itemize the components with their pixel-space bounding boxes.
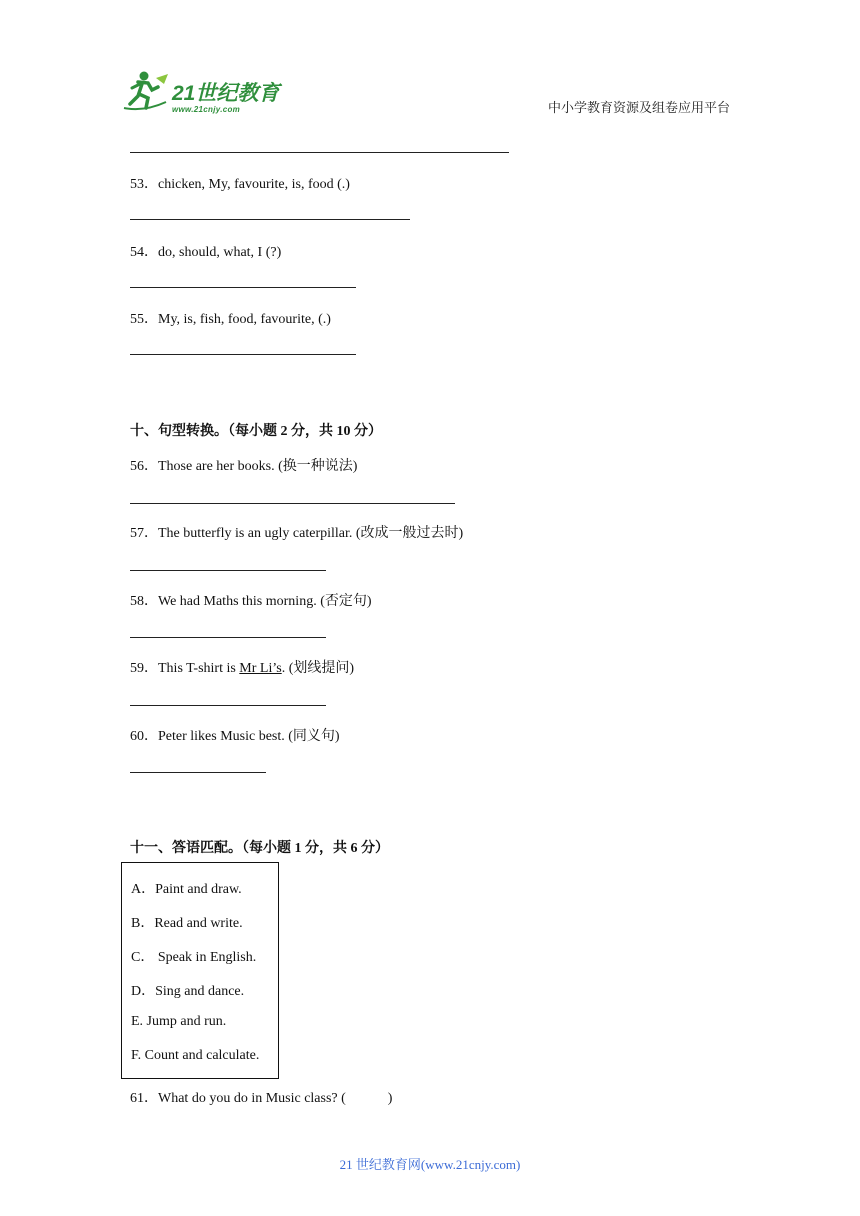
answer-line[interactable]: [130, 219, 410, 220]
answer-line[interactable]: [130, 503, 455, 504]
answer-line[interactable]: [130, 354, 356, 355]
platform-title: 中小学教育资源及组卷应用平台: [548, 101, 731, 116]
section-title-11: 十一、答语匹配。（每小题 1 分，共 6 分）: [130, 841, 389, 856]
runner-logo-icon: [122, 68, 290, 118]
option-f: F. Count and calculate.: [131, 1048, 260, 1063]
question-58: 58．We had Maths this morning. (否定句): [130, 594, 372, 609]
question-53: 53．chicken, My, favourite, is, food (.): [130, 177, 350, 192]
section-title-10: 十、句型转换。（每小题 2 分，共 10 分）: [130, 424, 382, 439]
answer-line[interactable]: [130, 772, 266, 773]
option-d: D．Sing and dance.: [131, 984, 245, 999]
question-59-underlined: Mr Li’s: [239, 661, 282, 676]
answer-line[interactable]: [130, 637, 326, 638]
question-56: 56．Those are her books. (换一种说法): [130, 459, 358, 474]
question-60: 60．Peter likes Music best. (同义句): [130, 729, 340, 744]
answer-line[interactable]: [130, 152, 509, 153]
question-55: 55．My, is, fish, food, favourite, (.): [130, 312, 331, 327]
question-57: 57．The butterfly is an ugly caterpillar. (改成一般过去时): [130, 526, 464, 541]
question-61: 61．What do you do in Music class? ( ): [130, 1091, 393, 1106]
answer-line[interactable]: [130, 570, 326, 571]
option-e: E. Jump and run.: [131, 1014, 227, 1029]
answer-line[interactable]: [130, 287, 356, 288]
question-59-end: . (划线提问): [281, 661, 355, 676]
question-59: [130, 657, 354, 677]
options-box: [121, 862, 279, 1079]
option-a: A．Paint and draw.: [131, 882, 242, 897]
question-59-start: 59．This T-shirt is: [130, 661, 240, 676]
logo-url: www.21cnjy.com: [172, 105, 241, 114]
option-c: C． Speak in English.: [131, 950, 257, 965]
option-b: B．Read and write.: [131, 916, 243, 931]
logo-title: 21世纪教育: [172, 82, 280, 105]
site-logo: [122, 68, 290, 118]
footer-link[interactable]: 21 世纪教育网(www.21cnjy.com): [339, 1157, 521, 1172]
answer-line[interactable]: [130, 705, 326, 706]
question-54: 54．do, should, what, I (?): [130, 245, 282, 260]
